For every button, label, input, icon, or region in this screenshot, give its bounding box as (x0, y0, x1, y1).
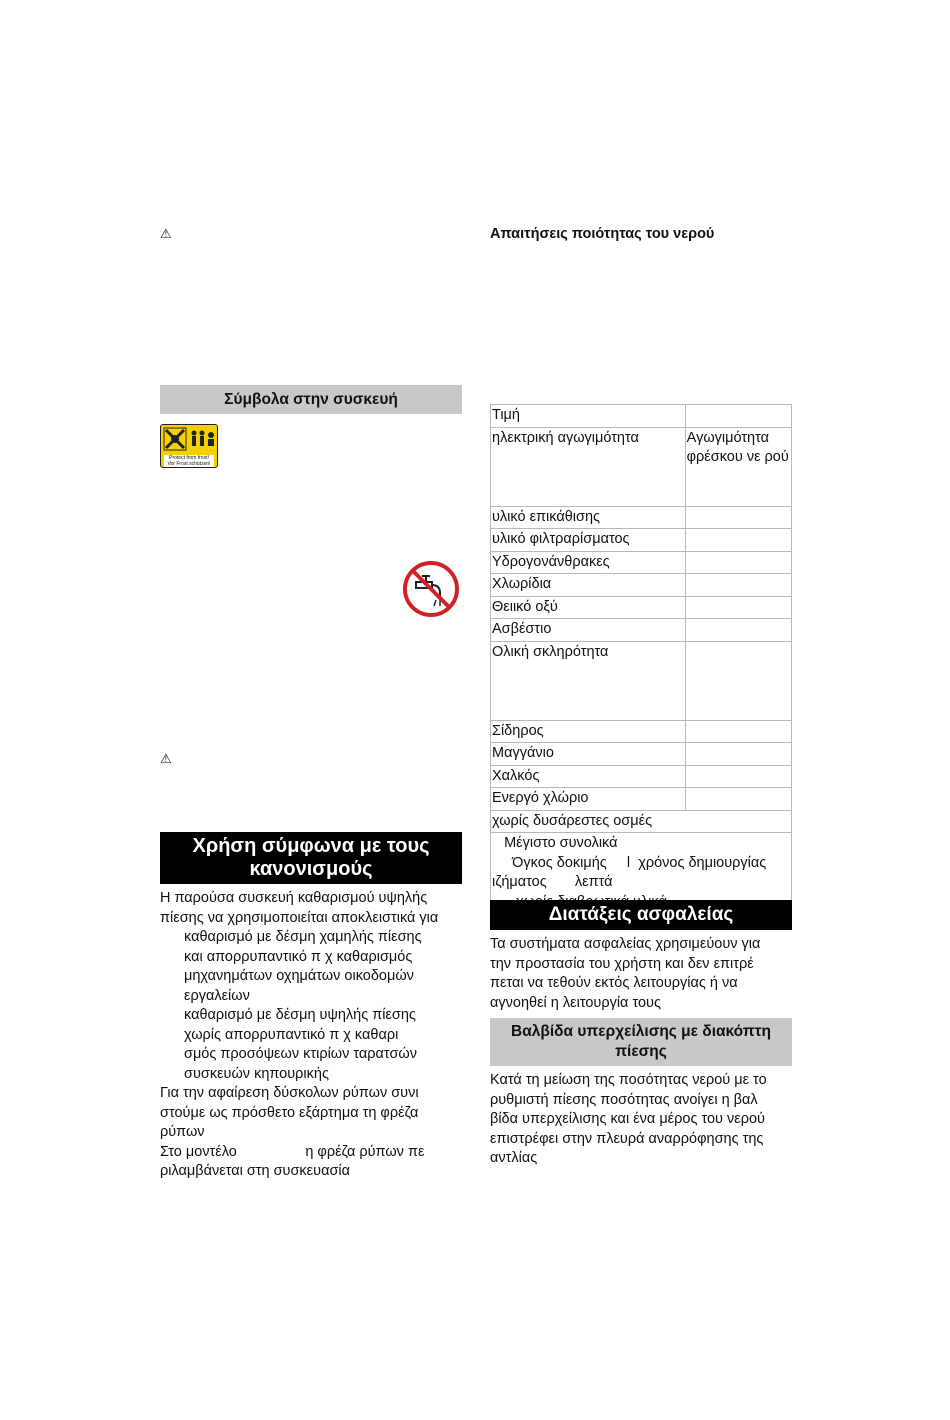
valve-line: βίδα υπερχείλισης και ένα μέρος του νερού (490, 1111, 765, 1127)
table-row (491, 810, 792, 833)
usage-line: συσκευών κηπουρικής (184, 1065, 329, 1082)
valve-line: αντλίας (490, 1150, 538, 1166)
table-cell-param: Τιμή (491, 405, 686, 428)
water-quality-title: Απαιτήσεις ποιότητας του νερού (490, 226, 715, 242)
usage-line: καθαρισμό με δέσμη υψηλής πίεσης (184, 1007, 416, 1023)
table-row (491, 788, 792, 811)
table-cell-value (685, 720, 791, 743)
table-cell-value (685, 641, 791, 720)
table-cell-param: Σίδηρος (491, 720, 686, 743)
table-cell-param: Χλωρίδια (491, 574, 686, 597)
valve-header: Βαλβίδα υπερχείλισης με διακόπτη πίεσης (490, 1018, 792, 1066)
safety-line: αγνοηθεί η λειτουργία τους (490, 994, 661, 1011)
frost-label-line2: Vor Frost schützen! (167, 461, 211, 467)
note-line: Μέγιστο συνολικά (492, 835, 618, 851)
table-cell-value: Αγωγιμότητα φρέσκου νε ρού (685, 427, 791, 506)
table-row (491, 619, 792, 642)
usage-line: εργαλείων (184, 987, 250, 1004)
safety-line: Τα συστήματα ασφαλείας χρησιμεύουν για (490, 936, 761, 952)
table-cell-param: Μαγγάνιο (491, 743, 686, 766)
table-row (491, 596, 792, 619)
warning-icon-2: ⚠ (160, 751, 172, 766)
table-row (491, 405, 792, 428)
valve-line: Κατά τη μείωση της ποσότητας νερού με το (490, 1072, 767, 1088)
table-row (491, 765, 792, 788)
valve-text (490, 1071, 800, 1169)
table-cell-value (685, 619, 791, 642)
usage-line: σμός προσόψεων κτιρίων ταρατσών (184, 1046, 417, 1062)
table-cell-param: Χαλκός (491, 765, 686, 788)
table-cell-value (685, 506, 791, 529)
table-cell-param: Ενεργό χλώριο (491, 788, 686, 811)
usage-line: στούμε ως πρόσθετο εξάρτημα τη φρέζα (160, 1104, 419, 1121)
table-cell-value (685, 596, 791, 619)
table-row (491, 720, 792, 743)
no-water-tap-icon (402, 560, 460, 618)
table-cell-value (685, 765, 791, 788)
usage-line: μηχανημάτων οχημάτων οικοδομών (184, 968, 414, 984)
water-quality-table (490, 404, 792, 914)
table-cell-value (685, 551, 791, 574)
safety-line: πεται να τεθούν εκτός λειτουργίας ή να (490, 975, 738, 991)
odor-cell: χωρίς δυσάρεστες οσμές (491, 810, 792, 833)
symbols-header: Σύμβολα στην συσκευή (160, 385, 462, 414)
frost-warning-label (160, 424, 218, 468)
usage-line: ρύπων (160, 1124, 205, 1140)
usage-header: Χρήση σύμφωνα με τους κανονισμούς (160, 832, 462, 884)
table-cell-value (685, 743, 791, 766)
usage-line: Στο μοντέλο η φρέζα ρύπων πε (160, 1143, 425, 1160)
note-line: Όγκος δοκιμής l χρόνος δημιουργίας (492, 854, 767, 871)
table-row (491, 551, 792, 574)
table-cell-param: υλικό επικάθισης (491, 506, 686, 529)
table-cell-param: Υδρογονάνθρακες (491, 551, 686, 574)
table-cell-param: υλικό φιλτραρίσματος (491, 529, 686, 552)
table-row (491, 529, 792, 552)
safety-header: Διατάξεις ασφαλείας (490, 900, 792, 930)
table-row (491, 506, 792, 529)
usage-line: πίεσης να χρησιμοποιείται αποκλειστικά για (160, 909, 439, 926)
table-cell-value (685, 574, 791, 597)
safety-line: την προστασία του χρήστη και δεν επιτρέ (490, 955, 754, 972)
usage-line: χωρίς απορρυπαντικό π χ καθαρι (184, 1026, 399, 1043)
valve-line: επιστρέφει στην πλευρά αναρρόφησης της (490, 1130, 764, 1147)
safety-text (490, 935, 800, 1013)
usage-line: ριλαμβάνεται στη συσκευασία (160, 1163, 351, 1179)
table-cell-value (685, 788, 791, 811)
table-row (491, 743, 792, 766)
table-cell-param: ηλεκτρική αγωγιμότητα (491, 427, 686, 506)
frost-pictogram-icon (161, 425, 217, 455)
table-cell-value (685, 405, 791, 428)
frost-label-line1: Protect from frost! (169, 455, 209, 461)
usage-line: Για την αφαίρεση δύσκολων ρύπων συνι (160, 1085, 419, 1101)
table-cell-param: Ασβέστιο (491, 619, 686, 642)
table-cell-value (685, 529, 791, 552)
usage-line: καθαρισμό με δέσμη χαμηλής πίεσης (184, 929, 422, 945)
table-cell-param: Θειικό οξύ (491, 596, 686, 619)
table-row (491, 574, 792, 597)
usage-line: και απορρυπαντικό π χ καθαρισμός (184, 948, 413, 965)
warning-icon: ⚠ (160, 226, 172, 241)
note-line: ιζήματος λεπτά (492, 874, 613, 890)
table-cell-param: Ολική σκληρότητα (491, 641, 686, 720)
table-row (491, 641, 792, 720)
valve-line: ρυθμιστή πίεσης ποσότητας ανοίγει η βαλ (490, 1091, 758, 1108)
usage-text (160, 889, 470, 1182)
usage-line: Η παρούσα συσκευή καθαρισμού υψηλής (160, 890, 428, 906)
table-row (491, 427, 792, 506)
